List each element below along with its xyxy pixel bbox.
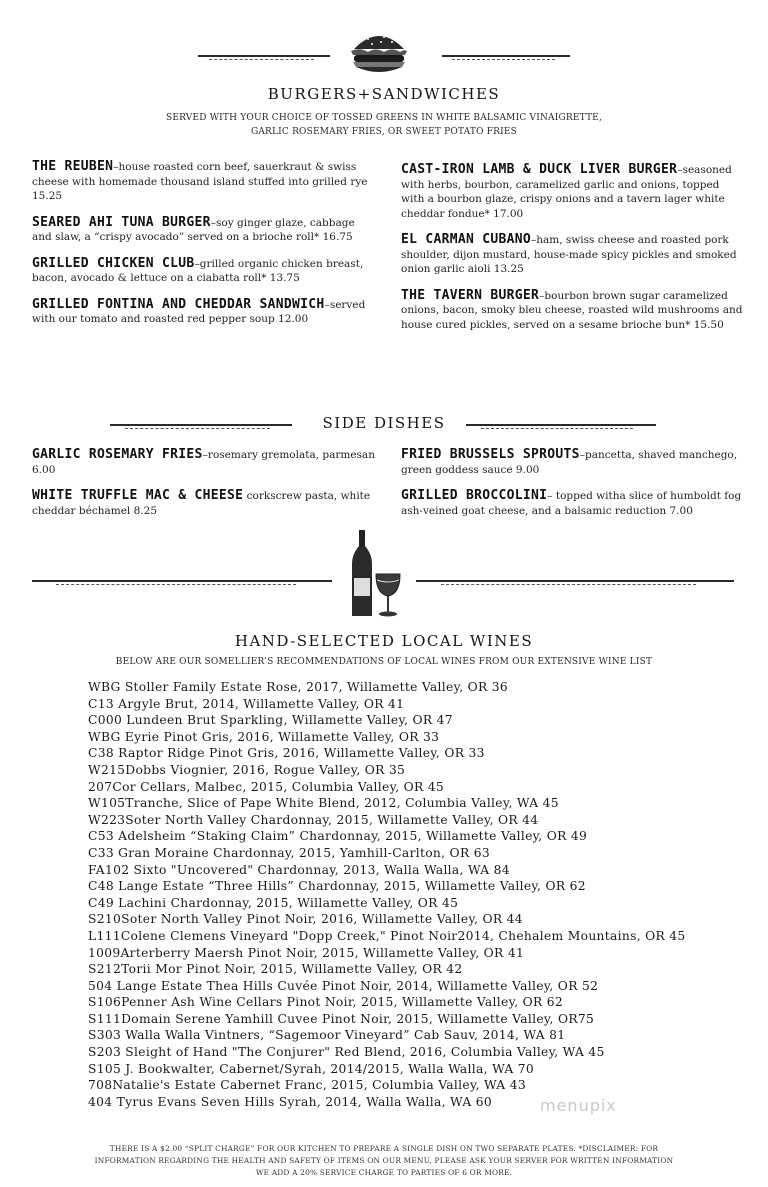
wine-row: L111Colene Clemens Vineyard "Dopp Creek," Pinot Noir2014, Chehalem Mountains, OR 45 bbox=[88, 928, 686, 943]
item-desc: –seasoned with herbs, bourbon, caramelized garlic and onions, topped with a bourbon glaze, crispy onions and a tavern lager white cheddar fondue* 17.00 bbox=[401, 164, 732, 220]
menu-item bbox=[32, 257, 377, 286]
item-desc: –house roasted corn beef, sauerkraut & swiss cheese with homemade thousand island stuffed into grilled rye 15.25 bbox=[32, 161, 368, 202]
wine-row: WBG Eyrie Pinot Gris, 2016, Willamette Valley, OR 33 bbox=[88, 729, 440, 744]
wine-list bbox=[88, 679, 748, 1110]
wine-row: S212Torii Mor Pinot Noir, 2015, Willamette Valley, OR 42 bbox=[88, 962, 463, 977]
menu-item bbox=[32, 160, 377, 204]
item-name: SEARED AHI TUNA BURGER bbox=[32, 214, 211, 230]
wine-row: 404 Tyrus Evans Seven Hills Syrah, 2014, Walla Walla, WA 60 bbox=[88, 1094, 492, 1109]
item-name: GRILLED BROCCOLINI bbox=[401, 488, 548, 503]
wine-row: W223Soter North Valley Chardonnay, 2015, Willamette Valley, OR 44 bbox=[88, 812, 539, 827]
wine-row: C000 Lundeen Brut Sparkling, Willamette Valley, OR 47 bbox=[88, 713, 453, 728]
wine-row: WBG Stoller Family Estate Rose, 2017, Willamette Valley, OR 36 bbox=[88, 680, 509, 694]
item-name: WHITE TRUFFLE MAC & CHEESE bbox=[32, 488, 244, 503]
top-right-rule bbox=[442, 55, 570, 57]
menu-item bbox=[401, 163, 746, 221]
wines-section-title: HAND-SELECTED LOCAL WINES bbox=[234, 632, 534, 650]
burgers-left-column bbox=[32, 160, 377, 339]
wine-row: 504 Lange Estate Thea Hills Cuvée Pinot Noir, 2014, Willamette Valley, OR 52 bbox=[88, 978, 599, 993]
footer-line: INFORMATION REGARDING THE HEALTH AND SAFETY OF ITEMS ON OUR MENU, PLEASE ASK YOUR SERVER FOR WRITTEN INFORMATION bbox=[94, 1156, 674, 1165]
item-name: THE REUBEN bbox=[32, 159, 114, 174]
item-desc: –grilled organic chicken breast, bacon, avocado & lettuce on a ciabatta roll* 13.75 bbox=[32, 257, 364, 284]
item-desc: –served with our tomato and roasted red pepper soup 12.00 bbox=[32, 298, 366, 325]
item-name: GRILLED FONTINA AND CHEDDAR SANDWICH bbox=[32, 296, 325, 312]
menu-item bbox=[32, 216, 377, 245]
wine-row: S111Domain Serene Yamhill Cuvee Pinot Noir, 2015, Willamette Valley, OR75 bbox=[88, 1011, 595, 1026]
top-left-rule bbox=[198, 55, 330, 57]
wine-row: S105 J. Bookwalter, Cabernet/Syrah, 2014/2015, Walla Walla, WA 70 bbox=[88, 1061, 535, 1076]
wine-row: C33 Gran Moraine Chardonnay, 2015, Yamhill-Carlton, OR 63 bbox=[88, 845, 490, 860]
burgers-right-column bbox=[401, 163, 746, 344]
item-desc: corkscrew pasta, white cheddar béchamel 8.25 bbox=[32, 490, 371, 517]
menu-item bbox=[401, 289, 746, 333]
burgers-subtitle-line2: GARLIC ROSEMARY FRIES, OR SWEET POTATO FRIES bbox=[250, 127, 518, 137]
item-name: GARLIC ROSEMARY FRIES bbox=[32, 447, 203, 462]
burgers-subtitle-line1: SERVED WITH YOUR CHOICE OF TOSSED GREENS IN WHITE BALSAMIC VINAIGRETTE, bbox=[165, 113, 603, 123]
item-desc: –rosemary gremolata, parmesan 6.00 bbox=[32, 449, 375, 476]
wine-row: 1009Arterberry Maersh Pinot Noir, 2015, Willamette Valley, OR 41 bbox=[88, 945, 525, 960]
burgers-section-title: BURGERS+SANDWICHES bbox=[267, 85, 501, 103]
item-desc: –bourbon brown sugar caramelized onions, bacon, smoky bleu cheese, roasted wild mushrooms and house cured pickles, served on a sesame brioche bun* 15.50 bbox=[401, 289, 743, 331]
burger-icon bbox=[348, 27, 410, 77]
wine-row: S210Soter North Valley Pinot Noir, 2016, Willamette Valley, OR 44 bbox=[88, 912, 523, 927]
item-desc: –ham, swiss cheese and roasted pork shoulder, dijon mustard, house-made spicy pickles and smoked onion garlic aioli 13.25 bbox=[401, 234, 737, 275]
sides-right-column bbox=[401, 448, 746, 530]
menu-item bbox=[401, 448, 746, 477]
item-desc: –pancetta, shaved manchego, green goddess sauce 9.00 bbox=[401, 449, 738, 476]
footer-line: WE ADD A 20% SERVICE CHARGE TO PARTIES OF 6 OR MORE. bbox=[255, 1168, 513, 1177]
menu-item bbox=[401, 489, 746, 518]
watermark: menupix bbox=[540, 1096, 617, 1115]
footer-line: THERE IS A $2.00 “SPLIT CHARGE” FOR OUR KITCHEN TO PREPARE A SINGLE DISH ON TWO SEPARATE PLATES. *DISCLAIMER: FOR bbox=[109, 1144, 659, 1153]
wine-row: S303 Walla Walla Vintners, “Sagemoor Vineyard” Cab Sauv, 2014, WA 81 bbox=[88, 1028, 566, 1043]
wine-row: 708Natalie's Estate Cabernet Franc, 2015, Columbia Valley, WA 43 bbox=[88, 1078, 526, 1093]
item-name: GRILLED CHICKEN CLUB bbox=[32, 255, 195, 271]
menu-item bbox=[32, 448, 377, 477]
wine-row: FA102 Sixto "Uncovered" Chardonnay, 2013, Walla Walla, WA 84 bbox=[88, 862, 510, 877]
item-name: THE TAVERN BURGER bbox=[401, 287, 540, 303]
wine-row: C13 Argyle Brut, 2014, Willamette Valley, OR 41 bbox=[88, 696, 405, 711]
item-desc: –soy ginger glaze, cabbage and slaw, a “crispy avocado” served on a brioche roll* 16.75 bbox=[32, 216, 355, 243]
sides-left-column bbox=[32, 448, 377, 530]
wine-row: W215Dobbs Viognier, 2016, Rogue Valley, OR 35 bbox=[88, 762, 406, 777]
item-name: EL CARMAN CUBANO bbox=[401, 232, 532, 247]
menu-item bbox=[401, 233, 746, 277]
wine-row: W105Tranche, Slice of Pape White Blend, 2012, Columbia Valley, WA 45 bbox=[88, 796, 559, 811]
item-name: FRIED BRUSSELS SPROUTS bbox=[401, 447, 580, 462]
wine-bottle-glass-icon bbox=[346, 528, 406, 620]
wine-row: C38 Raptor Ridge Pinot Gris, 2016, Willamette Valley, OR 33 bbox=[88, 746, 485, 761]
wine-row: S106Penner Ash Wine Cellars Pinot Noir, 2015, Willamette Valley, OR 62 bbox=[88, 995, 564, 1010]
wine-left-rule bbox=[32, 580, 332, 582]
wine-row: C49 Lachini Chardonnay, 2015, Willamette Valley, OR 45 bbox=[88, 895, 459, 910]
menu-item bbox=[32, 489, 377, 518]
sides-section-title: SIDE DISHES bbox=[322, 414, 446, 432]
wine-row: S203 Sleight of Hand "The Conjurer" Red Blend, 2016, Columbia Valley, WA 45 bbox=[88, 1045, 605, 1060]
footer-disclaimer bbox=[40, 1143, 728, 1179]
wine-row: C48 Lange Estate “Three Hills” Chardonnay, 2015, Willamette Valley, OR 62 bbox=[88, 879, 586, 894]
wine-right-rule bbox=[416, 580, 734, 582]
wine-row: 207Cor Cellars, Malbec, 2015, Columbia Valley, OR 45 bbox=[88, 779, 445, 794]
item-desc: – topped witha slice of humboldt fog ash-veined goat cheese, and a balsamic reduction 7.00 bbox=[401, 490, 742, 517]
wines-subtitle: BELOW ARE OUR SOMELLIER’S RECOMMENDATIONS OF LOCAL WINES FROM OUR EXTENSIVE WINE LIST bbox=[115, 657, 653, 667]
item-name: CAST-IRON LAMB & DUCK LIVER BURGER bbox=[401, 162, 678, 177]
menu-item bbox=[32, 298, 377, 327]
wine-row: C53 Adelsheim “Staking Claim” Chardonnay, 2015, Willamette Valley, OR 49 bbox=[88, 829, 588, 844]
